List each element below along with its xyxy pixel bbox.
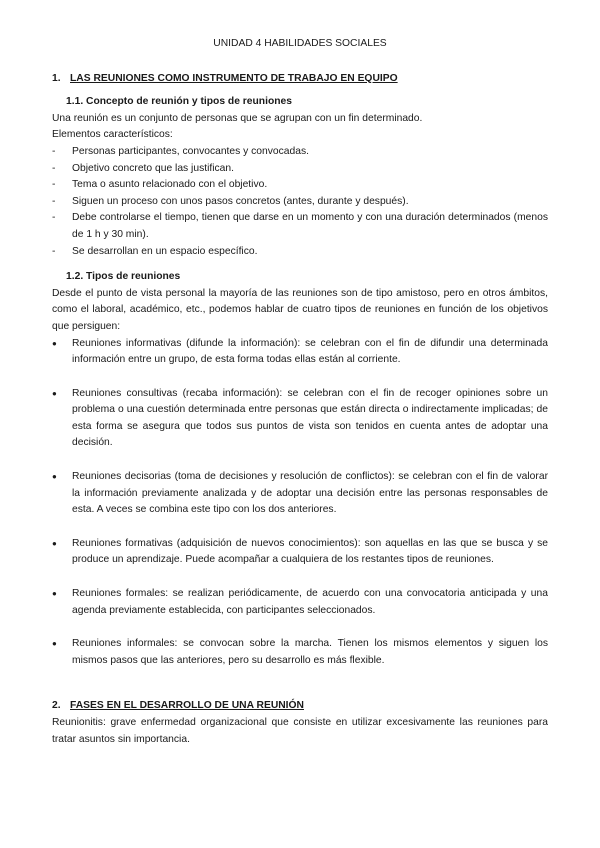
elements-list xyxy=(52,144,548,260)
section-2-heading xyxy=(52,698,548,715)
list-item-text: Reuniones informales: se convocan sobre la marcha. Tienen los mismos elementos y siguen los mismos pasos que las anteriores, pero su desarrollo es más flexible. xyxy=(72,638,548,666)
section-1-number: 1. xyxy=(52,72,61,84)
list-item xyxy=(52,177,548,194)
elements-label: Elementos característicos: xyxy=(52,129,173,141)
list-item-text: Se desarrollan en un espacio específico. xyxy=(72,245,258,257)
list-item xyxy=(52,161,548,178)
list-item-text: Reuniones informativas (difunde la información): se celebran con el fin de difundir una determinada información entre un grupo, de esta forma todas ellas están al corriente. xyxy=(72,337,548,366)
subsection-1-2-title: 1.2. Tipos de reuniones xyxy=(66,271,181,283)
meeting-types-list xyxy=(52,336,548,670)
list-item-text: Reuniones formales: se realizan periódicamente, de acuerdo con una convocatoria anticipada y una agenda previamente establecida, con participantes seleccionados. xyxy=(72,588,548,616)
dash-marker: - xyxy=(52,245,56,257)
bullet-marker: ● xyxy=(52,338,57,348)
list-item-text: Objetivo concreto que las justifican. xyxy=(72,162,234,174)
list-item xyxy=(52,210,548,243)
definition-paragraph: Una reunión es un conjunto de personas que se agrupan con un fin determinado. xyxy=(52,112,423,124)
list-item xyxy=(52,386,548,452)
list-item-text: Reuniones formativas (adquisición de nuevos conocimientos): son aquellas en las que se busca y se produce un aprendizaje. Puede acompañar a cualquiera de los restantes tipos de reuniones. xyxy=(72,537,548,566)
dash-marker: - xyxy=(52,195,56,207)
list-item-text: Reuniones decisorias (toma de decisiones y resolución de conflictos): se celebran con el fin de valorar la información previamente analizada y de adoptar una decisión entre las personas responsables de esta. A veces se combina este tipo con los dos anteriores. xyxy=(72,471,548,516)
section-1-title: LAS REUNIONES COMO INSTRUMENTO DE TRABAJO EN EQUIPO xyxy=(70,72,398,84)
list-item-text: Debe controlarse el tiempo, tienen que darse en un momento y con una duración determinados (menos de 1 h y 30 min). xyxy=(72,212,548,240)
list-item xyxy=(52,586,548,619)
list-item xyxy=(52,536,548,569)
list-item-text: Reuniones consultivas (recaba información): se celebran con el fin de recoger opiniones sobre un problema o una cuestión determinada entre personas que están directa o indirectamente implicadas; de esta forma se asegura que todos sus puntos de vista son tenidos en cuenta antes de adoptar una decisión. xyxy=(72,387,548,449)
list-item xyxy=(52,636,548,669)
bullet-marker: ● xyxy=(52,538,57,548)
dash-marker: - xyxy=(52,145,56,157)
list-item-text: Tema o asunto relacionado con el objetivo. xyxy=(72,179,268,191)
section-1-heading xyxy=(52,71,548,88)
subsection-1-1-title: 1.1. Concepto de reunión y tipos de reuniones xyxy=(66,96,292,108)
list-item-text: Siguen un proceso con unos pasos concretos (antes, durante y después). xyxy=(72,195,409,207)
list-item xyxy=(52,144,548,161)
document-title: UNIDAD 4 HABILIDADES SOCIALES xyxy=(213,38,387,49)
list-item xyxy=(52,194,548,211)
dash-marker: - xyxy=(52,179,56,191)
bullet-marker: ● xyxy=(52,388,57,398)
bullet-marker: ● xyxy=(52,472,57,482)
dash-marker: - xyxy=(52,212,56,224)
bullet-marker: ● xyxy=(52,589,57,599)
reunionitis-paragraph: Reunionitis: grave enfermedad organizacional que consiste en utilizar excesivamente las reuniones para tratar asuntos sin importancia. xyxy=(52,717,548,745)
list-item xyxy=(52,336,548,369)
list-item-text: Personas participantes, convocantes y convocadas. xyxy=(72,145,309,157)
dash-marker: - xyxy=(52,162,56,174)
list-item xyxy=(52,244,548,261)
types-intro-paragraph: Desde el punto de vista personal la mayoría de las reuniones son de tipo amistoso, pero en otros ámbitos, como el laboral, académico, etc., podemos hablar de cuatro tipos de reuniones en función de los objetivos que persiguen: xyxy=(52,287,548,332)
section-2-title: FASES EN EL DESARROLLO DE UNA REUNIÓN xyxy=(70,700,304,712)
bullet-marker: ● xyxy=(52,639,57,649)
section-2-number: 2. xyxy=(52,700,61,712)
list-item xyxy=(52,469,548,519)
